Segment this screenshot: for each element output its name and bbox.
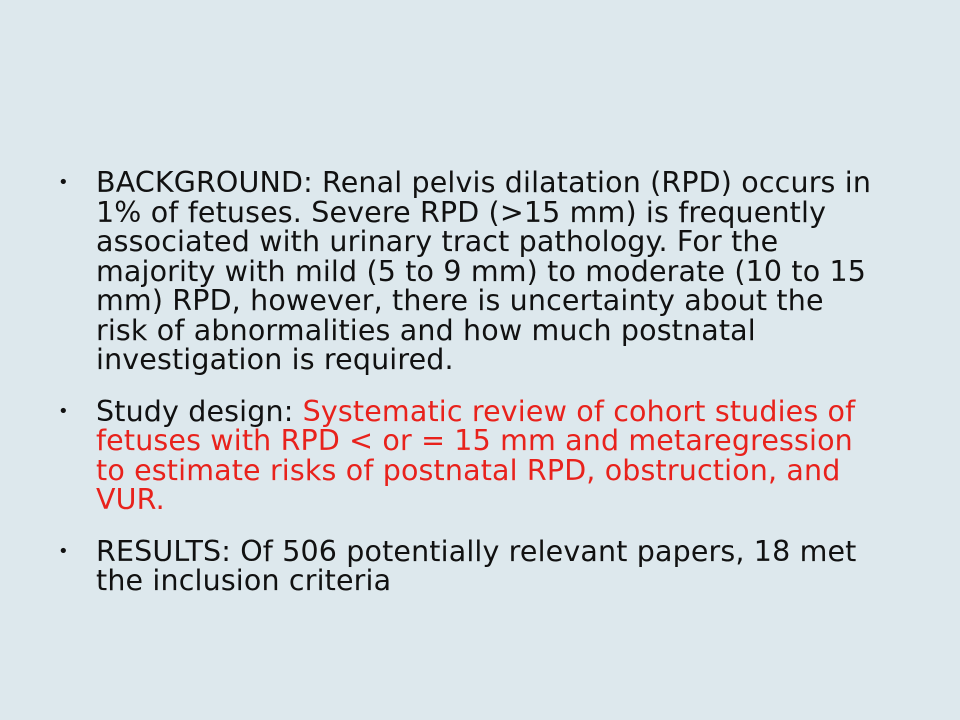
bullet-marker: • (58, 172, 69, 193)
bullet-marker: • (58, 540, 69, 562)
bullet-study-design (58, 394, 878, 516)
bullet-results (58, 534, 878, 597)
background-text: BACKGROUND: Renal pelvis dilatation (RPD) occurs in 1% of fetuses. Severe RPD (>15 mm) is frequently associated with urinary tract pathology. For the majority with mild (5 to 9 mm) to moderate (10 to 15 mm) RPD, however, there is uncertainty about the risk of abnormalities and how much postnatal investigation is required. (96, 166, 872, 376)
results-text: RESULTS: Of 506 potentially relevant papers, 18 met the inclusion criteria (96, 534, 857, 597)
study-design-text: Systematic review of cohort studies of fetuses with RPD < or = 15 mm and metaregression to estimate risks of postnatal RPD, obstruction, and VUR. (96, 394, 856, 516)
study-design-label: Study design: (96, 394, 303, 428)
bullet-marker: • (58, 400, 69, 422)
bullet-list (58, 168, 878, 596)
bullet-background (58, 168, 878, 375)
